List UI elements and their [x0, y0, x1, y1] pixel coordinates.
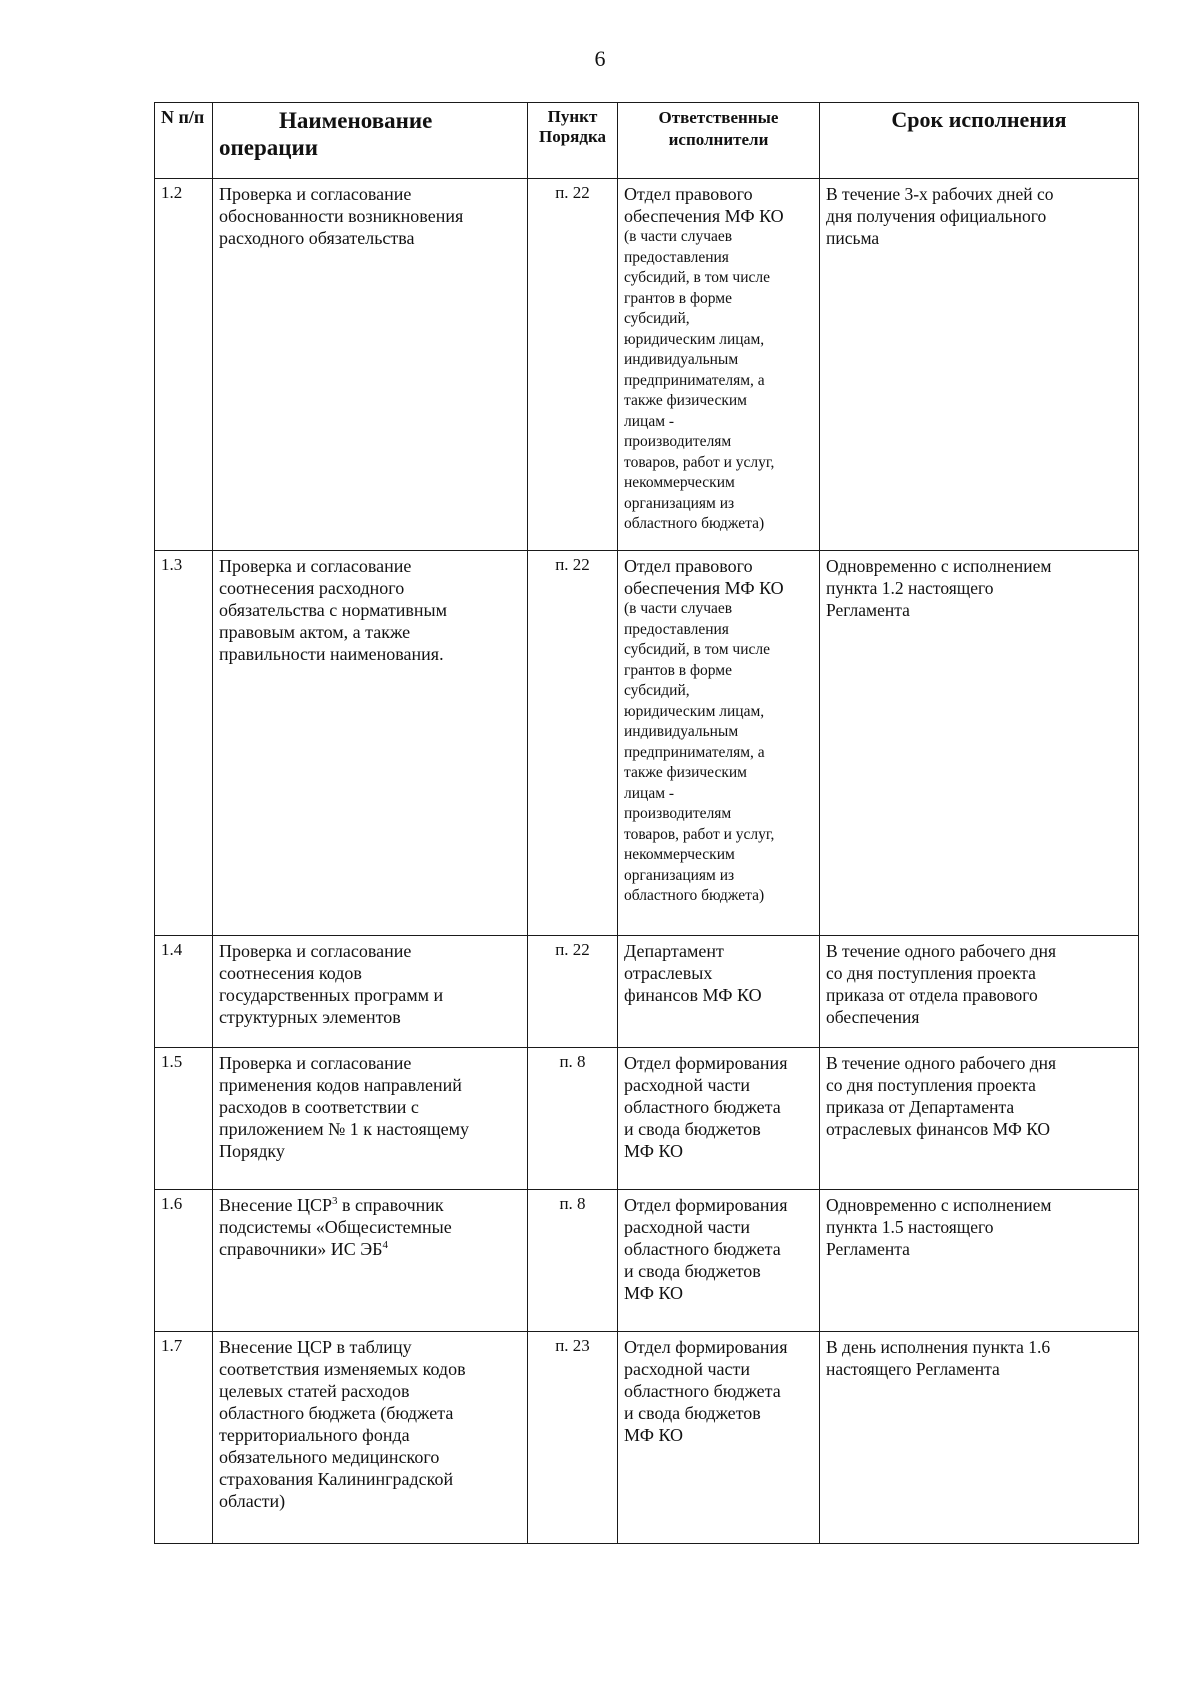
- row-responsible: [618, 179, 820, 551]
- header-num: N п/п: [155, 103, 213, 179]
- row-responsible: [618, 551, 820, 936]
- regulation-table: [154, 102, 1139, 1544]
- row-term: В течение одного рабочего дня со дня поступления проекта приказа от Департамента отраслевых финансов МФ КО: [820, 1048, 1139, 1190]
- row-operation: Проверка и согласование обоснованности возникновения расходного обязательства: [213, 179, 528, 551]
- header-term: Срок исполнения: [820, 103, 1139, 179]
- operation-text-a: Внесение ЦСР: [219, 1195, 333, 1215]
- row-responsible: [618, 1048, 820, 1190]
- responsible-main: Отдел правового обеспечения МФ КО: [624, 556, 784, 598]
- table-row: [155, 179, 1139, 551]
- row-punkt: п. 23: [528, 1332, 618, 1544]
- row-responsible: [618, 1332, 820, 1544]
- table-row: [155, 1190, 1139, 1332]
- header-punkt: Пункт Порядка: [528, 103, 618, 179]
- table-header-row: [155, 103, 1139, 179]
- row-term: В течение одного рабочего дня со дня поступления проекта приказа от отдела правового обеспечения: [820, 936, 1139, 1048]
- responsible-main: Отдел формирования расходной части областного бюджета и свода бюджетов МФ КО: [624, 1053, 788, 1161]
- row-num: 1.7: [155, 1332, 213, 1544]
- page-number: 6: [594, 46, 606, 71]
- table-row: [155, 1332, 1139, 1544]
- table-row: [155, 1048, 1139, 1190]
- responsible-main: Отдел правового обеспечения МФ КО: [624, 184, 784, 226]
- header-name: [213, 103, 528, 179]
- row-num: 1.5: [155, 1048, 213, 1190]
- operation-text-b: в справочник подсистемы «Общесистемные справочники» ИС ЭБ: [219, 1195, 452, 1259]
- header-name-line1: Наименование: [279, 108, 433, 133]
- row-punkt: п. 22: [528, 936, 618, 1048]
- row-term: Одновременно с исполнением пункта 1.2 настоящего Регламента: [820, 551, 1139, 936]
- row-operation: Внесение ЦСР в таблицу соответствия изменяемых кодов целевых статей расходов областного бюджета (бюджета территориального фонда обязательного медицинского страхования Калининградской области): [213, 1332, 528, 1544]
- row-operation: [213, 1190, 528, 1332]
- row-responsible: [618, 1190, 820, 1332]
- row-term: В день исполнения пункта 1.6 настоящего Регламента: [820, 1332, 1139, 1544]
- row-punkt: п. 8: [528, 1190, 618, 1332]
- responsible-main: Департамент отраслевых финансов МФ КО: [624, 941, 762, 1005]
- row-responsible: [618, 936, 820, 1048]
- row-punkt: п. 22: [528, 179, 618, 551]
- footnote-ref-3: 3: [332, 1195, 338, 1207]
- row-num: 1.2: [155, 179, 213, 551]
- row-num: 1.4: [155, 936, 213, 1048]
- header-responsible: Ответственные исполнители: [618, 103, 820, 179]
- row-operation: Проверка и согласование соотнесения кодов государственных программ и структурных элементов: [213, 936, 528, 1048]
- row-term: В течение 3-х рабочих дней со дня получения официального письма: [820, 179, 1139, 551]
- footnote-ref-4: 4: [382, 1239, 388, 1251]
- row-num: 1.3: [155, 551, 213, 936]
- responsible-note: (в части случаев предоставления субсидий, в том числе грантов в форме субсидий, юридическим лицам, индивидуальным предпринимателям, а также физическим лицам - производителям товаров, работ и услуг, некоммерческим организациям из областного бюджета): [624, 600, 775, 904]
- header-name-line2: операции: [219, 135, 319, 160]
- row-operation: Проверка и согласование применения кодов направлений расходов в соответствии с приложением № 1 к настоящему Порядку: [213, 1048, 528, 1190]
- responsible-main: Отдел формирования расходной части областного бюджета и свода бюджетов МФ КО: [624, 1195, 788, 1303]
- row-term: Одновременно с исполнением пункта 1.5 настоящего Регламента: [820, 1190, 1139, 1332]
- responsible-main: Отдел формирования расходной части областного бюджета и свода бюджетов МФ КО: [624, 1337, 788, 1445]
- responsible-note: (в части случаев предоставления субсидий, в том числе грантов в форме субсидий, юридическим лицам, индивидуальным предпринимателям, а также физическим лицам - производителям товаров, работ и услуг, некоммерческим организациям из областного бюджета): [624, 228, 775, 532]
- row-num: 1.6: [155, 1190, 213, 1332]
- row-punkt: п. 8: [528, 1048, 618, 1190]
- row-punkt: п. 22: [528, 551, 618, 936]
- row-operation: Проверка и согласование соотнесения расходного обязательства с нормативным правовым актом, а также правильности наименования.: [213, 551, 528, 936]
- table-row: [155, 936, 1139, 1048]
- table-row: [155, 551, 1139, 936]
